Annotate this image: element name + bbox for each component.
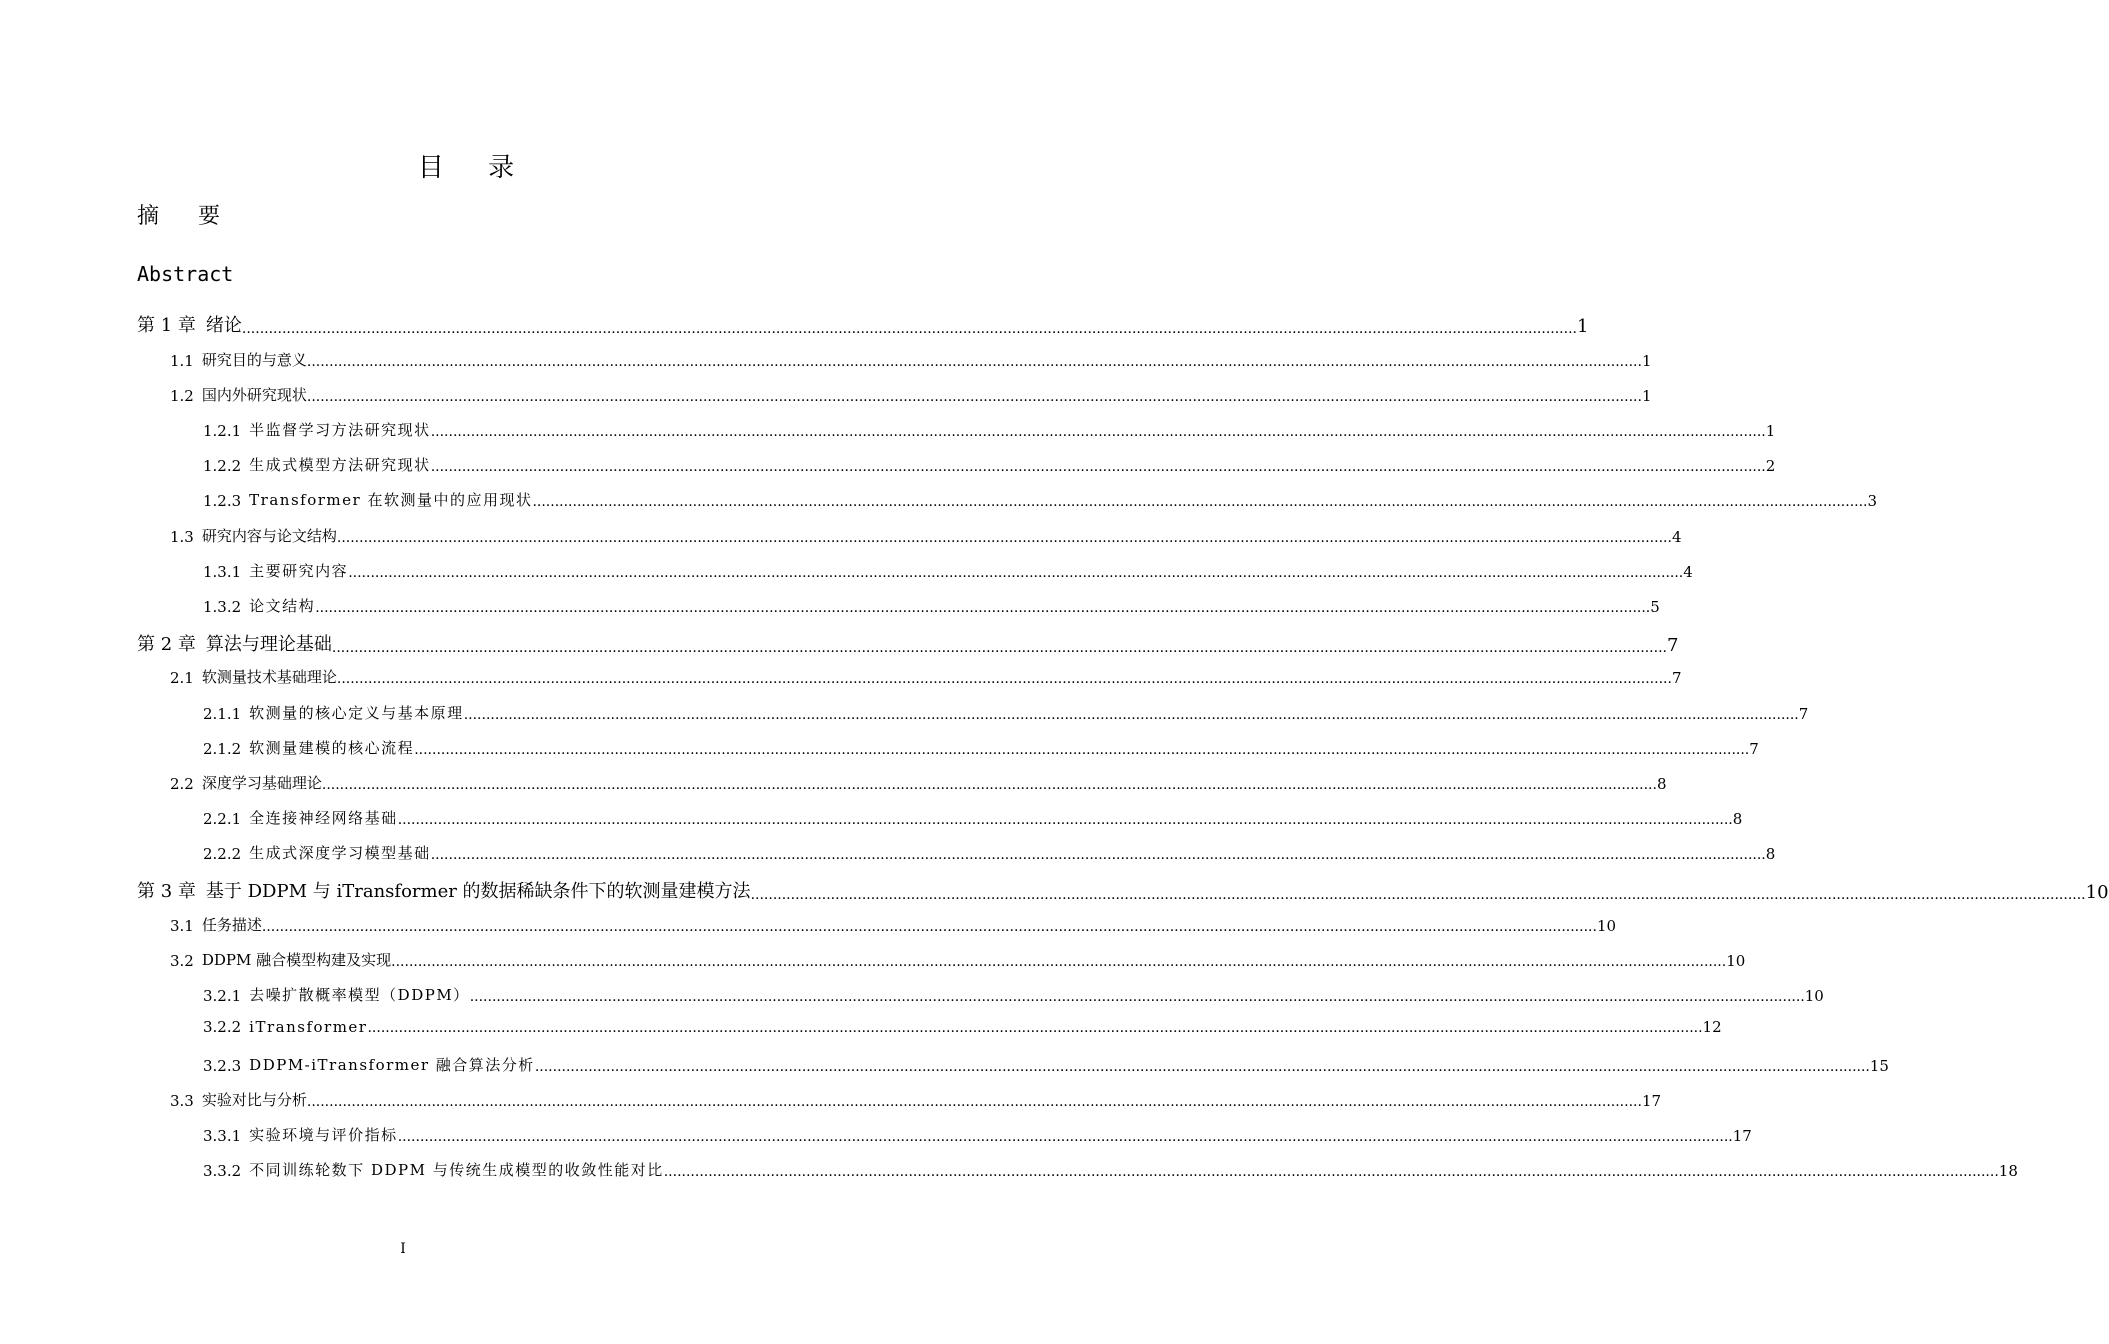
toc-entry-page: 12 <box>1702 1018 1722 1036</box>
toc-entry[interactable] <box>137 877 2109 903</box>
toc-entry-number: 1.3 <box>170 528 194 546</box>
toc-entry-title: 主要研究内容 <box>249 562 349 580</box>
toc-entry-title: 全连接神经网络基础 <box>249 809 398 827</box>
toc-entry-title: DDPM-iTransformer 融合算法分析 <box>249 1056 535 1074</box>
toc-entry-number: 2.2.2 <box>203 845 242 863</box>
toc-entry-title: 半监督学习方法研究现状 <box>249 421 431 439</box>
toc-leader-dots: ............................................................................................................................................................................................................................................................................................................ <box>241 321 1577 337</box>
toc-entry-page: 3 <box>1867 492 1878 510</box>
toc-entry-number: 第 2 章 <box>137 634 196 655</box>
toc-leader-dots: ............................................................................................................................................................................................................................................................................................................ <box>663 1164 1999 1180</box>
toc-entry-number: 第 1 章 <box>137 315 196 336</box>
toc-entry[interactable] <box>203 595 1660 616</box>
toc-entry-page: 1 <box>1576 316 1589 337</box>
toc-entry-page: 10 <box>1726 952 1746 970</box>
toc-entry[interactable] <box>203 807 1743 828</box>
toc-entry[interactable] <box>203 842 1776 863</box>
toc-entry[interactable] <box>203 984 1824 1005</box>
toc-entry-number: 3.3.2 <box>203 1162 242 1180</box>
toc-entry-page: 4 <box>1671 528 1682 546</box>
toc-entry-title: 绪论 <box>205 315 242 336</box>
toc-entry-page: 15 <box>1869 1057 1889 1075</box>
toc-entry-title: 生成式深度学习模型基础 <box>249 844 431 862</box>
toc-leader-dots: ............................................................................................................................................................................................................................................................................................................ <box>331 640 1667 656</box>
toc-entry-number: 1.2.1 <box>203 422 242 440</box>
toc-leader-dots: ............................................................................................................................................................................................................................................................................................................ <box>321 777 1657 793</box>
toc-leader-dots: ............................................................................................................................................................................................................................................................................................................ <box>336 671 1672 687</box>
toc-leader-dots: ............................................................................................................................................................................................................................................................................................................ <box>430 459 1766 475</box>
toc-entry-number: 1.3.1 <box>203 563 242 581</box>
toc-leader-dots: ............................................................................................................................................................................................................................................................................................................ <box>414 742 1750 758</box>
toc-entry-page: 7 <box>1798 705 1809 723</box>
toc-leader-dots: ............................................................................................................................................................................................................................................................................................................ <box>336 530 1672 546</box>
toc-entry[interactable] <box>170 772 1667 793</box>
toc-pre-abstract-cn[interactable]: 摘 要 <box>137 204 236 229</box>
toc-entry[interactable] <box>203 1124 1752 1145</box>
toc-entry-number: 2.1.1 <box>203 705 242 723</box>
toc-entry[interactable] <box>203 702 1809 723</box>
toc-entry-page: 1 <box>1765 422 1776 440</box>
toc-entry-title: 不同训练轮数下 DDPM 与传统生成模型的收敛性能对比 <box>249 1161 664 1179</box>
toc-entry[interactable] <box>203 737 1759 758</box>
toc-entry[interactable] <box>137 630 1679 656</box>
toc-entry-title: iTransformer <box>249 1018 368 1036</box>
toc-entry-number: 3.3.1 <box>203 1127 242 1145</box>
toc-entry-number: 3.2.2 <box>203 1018 242 1036</box>
toc-entry-page: 4 <box>1683 563 1693 581</box>
toc-entry-title: 生成式模型方法研究现状 <box>249 456 431 474</box>
toc-entry-number: 第 3 章 <box>137 881 196 902</box>
toc-entry-page: 10 <box>1596 917 1617 935</box>
toc-entry-number: 3.2.3 <box>203 1057 242 1075</box>
toc-entry-number: 1.3.2 <box>203 598 242 616</box>
toc-entry-title: 研究目的与意义 <box>201 351 307 369</box>
toc-entry-page: 8 <box>1765 845 1776 863</box>
toc-entry-number: 3.2.1 <box>203 987 242 1005</box>
toc-entry-number: 1.2.2 <box>203 457 242 475</box>
toc-entry-page: 7 <box>1671 669 1682 687</box>
toc-entry[interactable] <box>203 560 1693 581</box>
toc-leader-dots: ............................................................................................................................................................................................................................................................................................................ <box>750 887 2086 903</box>
toc-leader-dots: ............................................................................................................................................................................................................................................................................................................ <box>367 1020 1703 1036</box>
toc-leader-dots: ............................................................................................................................................................................................................................................................................................................ <box>306 1094 1642 1110</box>
toc-leader-dots: ............................................................................................................................................................................................................................................................................................................ <box>469 989 1805 1005</box>
toc-entry-title: 研究内容与论文结构 <box>201 527 337 545</box>
toc-entry-number: 1.2 <box>170 387 194 405</box>
toc-entry[interactable] <box>170 1089 1662 1110</box>
toc-leader-dots: ............................................................................................................................................................................................................................................................................................................ <box>430 847 1766 863</box>
toc-entry-page: 8 <box>1732 810 1743 828</box>
toc-entry[interactable] <box>203 454 1776 475</box>
toc-entry-number: 2.2.1 <box>203 810 242 828</box>
toc-entry[interactable] <box>170 384 1652 405</box>
toc-entry[interactable] <box>170 914 1617 935</box>
toc-leader-dots: ............................................................................................................................................................................................................................................................................................................ <box>534 1059 1870 1075</box>
toc-leader-dots: ............................................................................................................................................................................................................................................................................................................ <box>306 389 1642 405</box>
toc-leader-dots: ............................................................................................................................................................................................................................................................................................................ <box>261 919 1597 935</box>
toc-entry[interactable] <box>170 525 1682 546</box>
toc-entry-number: 3.1 <box>170 917 194 935</box>
toc-entry-number: 1.1 <box>170 352 194 370</box>
toc-leader-dots: ............................................................................................................................................................................................................................................................................................................ <box>430 424 1766 440</box>
toc-entry-title: 任务描述 <box>201 916 262 934</box>
toc-entry-title: 软测量的核心定义与基本原理 <box>249 704 464 722</box>
toc-entry[interactable] <box>170 949 1746 970</box>
page-title: 目 录 <box>417 153 533 183</box>
toc-entry[interactable] <box>203 419 1776 440</box>
toc-leader-dots: ............................................................................................................................................................................................................................................................................................................ <box>315 600 1651 616</box>
toc-entry-page: 17 <box>1732 1127 1752 1145</box>
toc-entry-page: 2 <box>1765 457 1776 475</box>
toc-entry-page: 18 <box>1998 1162 2018 1180</box>
toc-entry-title: 软测量技术基础理论 <box>201 668 337 686</box>
toc-entry-number: 3.3 <box>170 1092 194 1110</box>
toc-entry[interactable] <box>203 489 1878 510</box>
toc-leader-dots: ............................................................................................................................................................................................................................................................................................................ <box>532 494 1868 510</box>
toc-entry-title: Transformer 在软测量中的应用现状 <box>249 491 533 509</box>
toc-entry-page: 7 <box>1666 635 1679 656</box>
toc-entry-title: 深度学习基础理论 <box>201 774 322 792</box>
toc-entry-title: 去噪扩散概率模型（DDPM） <box>249 986 470 1004</box>
toc-entry-number: 2.2 <box>170 775 194 793</box>
toc-entry-number: 2.1.2 <box>203 740 242 758</box>
toc-entry-number: 3.2 <box>170 952 194 970</box>
toc-entry-page: 10 <box>2085 882 2109 903</box>
toc-entry-title: 国内外研究现状 <box>201 386 307 404</box>
toc-entry-page: 17 <box>1641 1092 1662 1110</box>
toc-entry-page: 7 <box>1749 740 1759 758</box>
toc-entry-title: 软测量建模的核心流程 <box>249 739 415 757</box>
toc-entry-page: 10 <box>1804 987 1824 1005</box>
toc-entry-number: 2.1 <box>170 669 194 687</box>
toc-leader-dots: ............................................................................................................................................................................................................................................................................................................ <box>397 812 1733 828</box>
toc-entry-title: 实验环境与评价指标 <box>249 1126 398 1144</box>
toc-entry[interactable] <box>170 349 1652 370</box>
toc-entry[interactable] <box>203 1159 2018 1180</box>
toc-entry[interactable] <box>203 1054 1889 1075</box>
toc-leader-dots: ............................................................................................................................................................................................................................................................................................................ <box>463 707 1799 723</box>
toc-entry[interactable] <box>137 311 1589 337</box>
toc-leader-dots: ............................................................................................................................................................................................................................................................................................................ <box>391 954 1727 970</box>
toc-entry[interactable] <box>203 1018 1722 1036</box>
toc-leader-dots: ............................................................................................................................................................................................................................................................................................................ <box>348 565 1684 581</box>
toc-entry-title: 算法与理论基础 <box>205 634 332 655</box>
footer-page-number: I <box>400 1241 406 1257</box>
toc-leader-dots: ............................................................................................................................................................................................................................................................................................................ <box>306 354 1642 370</box>
toc-entry-page: 1 <box>1641 352 1652 370</box>
toc-entry-title: 实验对比与分析 <box>201 1091 307 1109</box>
toc-entry-page: 8 <box>1656 775 1667 793</box>
toc-entry-number: 1.2.3 <box>203 492 242 510</box>
toc-entry-title: DDPM 融合模型构建及实现 <box>201 951 392 969</box>
toc-entry-page: 5 <box>1650 598 1660 616</box>
toc-pre-abstract-en[interactable]: Abstract <box>137 262 234 286</box>
toc-leader-dots: ............................................................................................................................................................................................................................................................................................................ <box>397 1129 1733 1145</box>
toc-entry-title: 论文结构 <box>249 597 316 615</box>
toc-entry-page: 1 <box>1641 387 1652 405</box>
toc-entry-title: 基于 DDPM 与 iTransformer 的数据稀缺条件下的软测量建模方法 <box>205 881 751 902</box>
toc-entry[interactable] <box>170 666 1682 687</box>
